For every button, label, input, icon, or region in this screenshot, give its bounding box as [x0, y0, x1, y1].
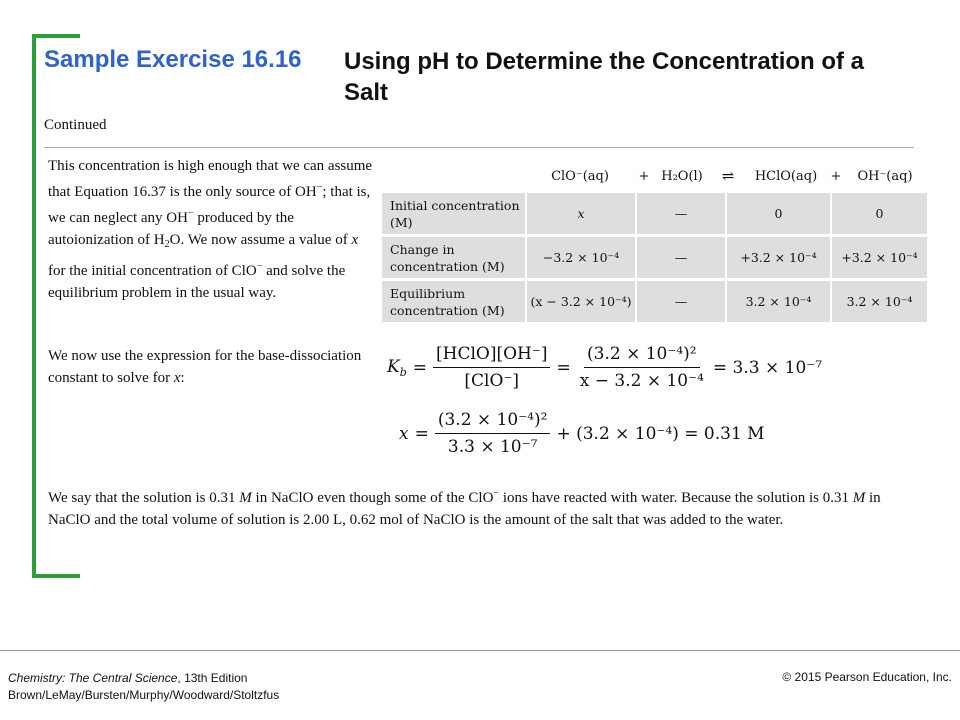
product-hclo: HClO(aq) [754, 168, 818, 184]
intro-paragraph: This concentration is high enough that we can assume that Equation 16.37 is the only source of OH−; that is, we can neglect any OH− produced by the autoionization of $H_2O$. We now assume a value of x for the initial concentration of ClO− and solve the equilibrium problem in the usual way. [48, 158, 373, 301]
row-label: Change in concentration (M) [390, 241, 505, 274]
product-oh: OH⁻(aq) [857, 168, 913, 184]
kb-paragraph: We now use the expression for the base-dissociation constant to solve for x: [48, 348, 362, 386]
exercise-title: Using pH to Determine the Concentration of a Salt [344, 48, 865, 106]
table-cell: 0 [725, 193, 830, 234]
green-bracket-bottom [32, 574, 80, 578]
equilibrium-arrow: ⇌ [721, 167, 735, 185]
table-cell: — [635, 193, 725, 234]
kb-equation: $K_b$ = $\frac{\text{[HClO][OH⁻]}}{\text{[ClO⁻]}}$ = $\frac{\text{(3.2 × 10⁻⁴)²}}{\text{x − 3.2 × 10⁻⁴}}$ = 3.3 × 10⁻⁷ [387, 344, 823, 391]
table-cell: −3.2 × 10⁻⁴ [525, 237, 635, 278]
continued-label: Continued [44, 117, 107, 133]
footer-copyright: © 2015 Pearson Education, Inc. [782, 670, 952, 684]
x-fraction: $\frac{\text{(3.2 × 10⁻⁴)²}}{\text{3.3 × 10⁻⁷}}$ [435, 410, 551, 457]
table-cell: +3.2 × 10⁻⁴ [830, 237, 927, 278]
table-cell: x [525, 193, 635, 234]
table-cell: 0 [830, 193, 927, 234]
table-cell: +3.2 × 10⁻⁴ [725, 237, 830, 278]
table-cell: 3.2 × 10⁻⁴ [830, 281, 927, 322]
row-label: Equilibrium concentration (M) [390, 285, 505, 318]
row-label: Initial concentration (M) [390, 197, 520, 230]
value-fraction: $\frac{\text{(3.2 × 10⁻⁴)²}}{\text{x − 3.2 × 10⁻⁴}}$ [579, 344, 704, 391]
exercise-number: Sample Exercise 16.16 [44, 46, 302, 73]
header-divider [44, 147, 914, 148]
green-bracket-side [32, 34, 36, 578]
table-cell: — [635, 237, 725, 278]
table-row [382, 234, 927, 278]
conclusion-paragraph: We say that the solution is 0.31 M in NaClO even though some of the ClO− ions have reacted with water. Because the solution is 0.31 M in NaClO and the total volume of solution is 2.00 L, 0.62 mol of NaClO is the amount of the salt that was added to the water. [48, 488, 881, 528]
table-row [382, 278, 927, 322]
x-equation: x = $\frac{\text{(3.2 × 10⁻⁴)²}}{\text{3.3 × 10⁻⁷}}$ + (3.2 × 10⁻⁴) = 0.31 M [399, 410, 765, 457]
reaction-equation [382, 164, 927, 188]
reactant-water: H₂O(l) [661, 168, 703, 184]
plus-sign: + [638, 168, 650, 184]
equilibrium-table [382, 164, 927, 322]
table-cell: — [635, 281, 725, 322]
table-cell: 3.2 × 10⁻⁴ [725, 281, 830, 322]
reactant-clo: ClO⁻(aq) [551, 168, 609, 184]
table-row [382, 190, 927, 234]
footer-citation: Chemistry: The Central Science, 13th Edition Brown/LeMay/Bursten/Murphy/Woodward/Stoltzfus [8, 671, 280, 702]
footer-divider [0, 650, 960, 651]
plus-sign: + [830, 168, 842, 184]
kb-fraction: $\frac{\text{[HClO][OH⁻]}}{\text{[ClO⁻]}}$ [433, 344, 550, 391]
green-bracket-top [32, 34, 80, 38]
table-cell: (x − 3.2 × 10⁻⁴) [525, 281, 635, 322]
